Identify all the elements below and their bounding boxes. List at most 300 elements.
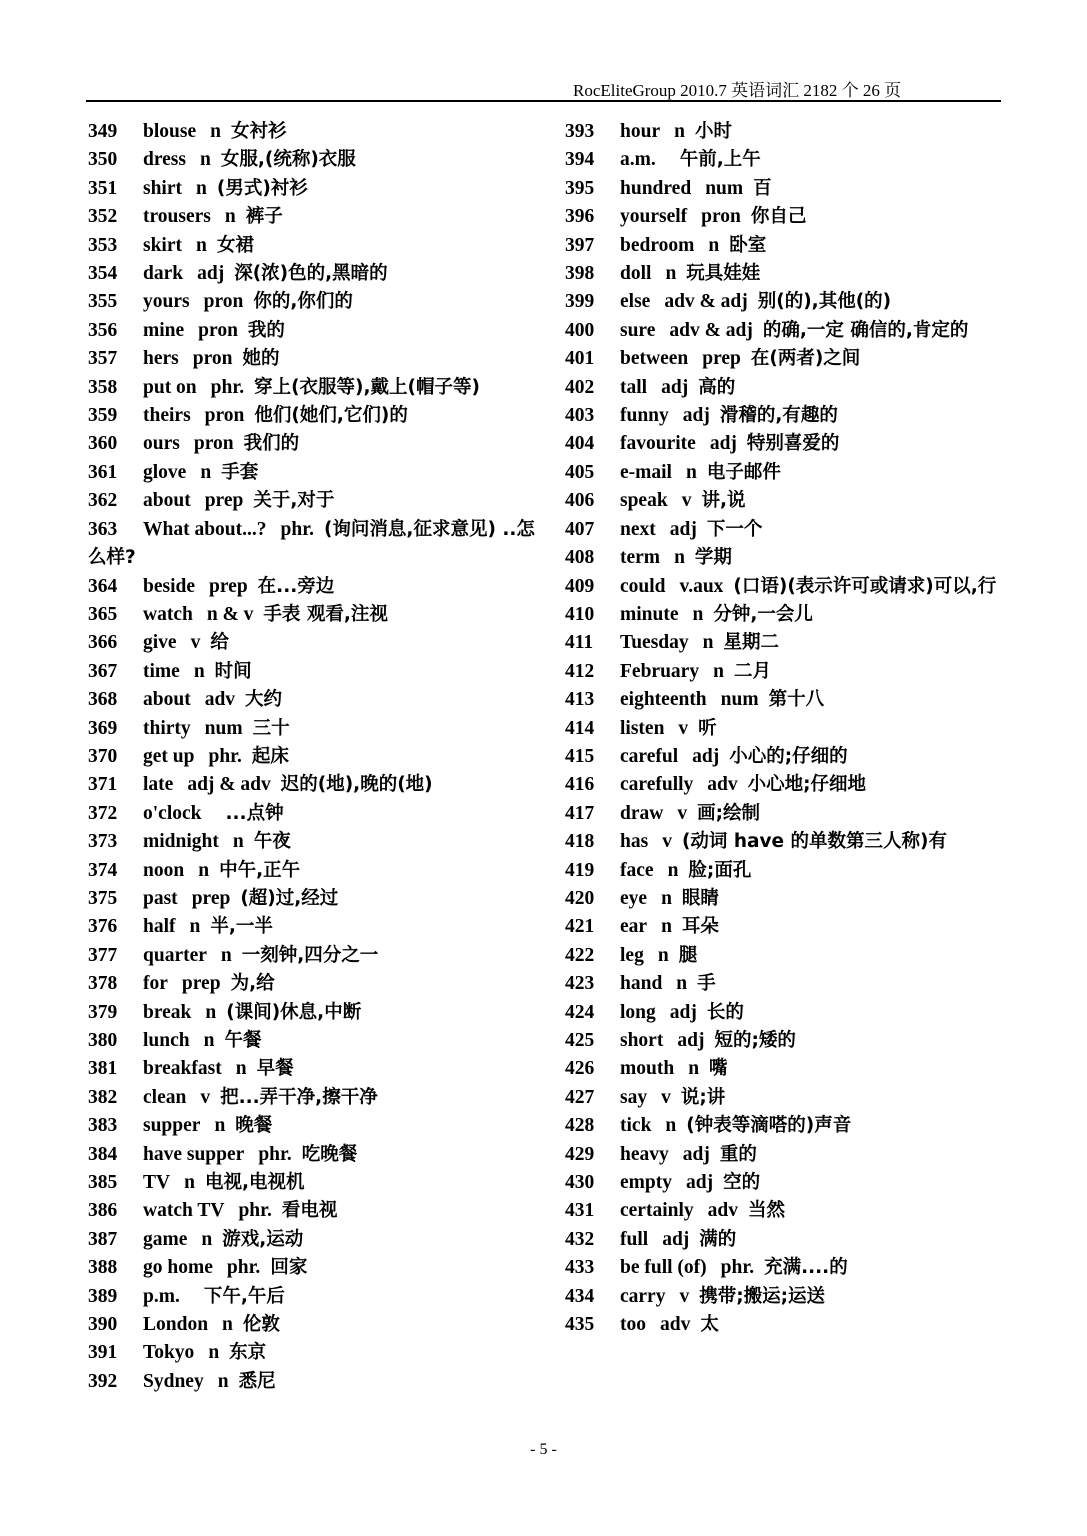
vocab-entry: [88, 1169, 538, 1197]
entry-word: short: [620, 1030, 664, 1051]
entry-number: 384: [88, 1143, 118, 1165]
entry-part-of-speech: n: [203, 1030, 215, 1051]
entry-number: 416: [565, 774, 595, 796]
vocab-entry: [565, 1226, 1005, 1254]
entry-meaning: 特别喜爱的: [746, 433, 840, 455]
vocab-entry: [88, 1084, 538, 1112]
entry-meaning: 星期二: [723, 632, 780, 654]
entry-number: 380: [88, 1030, 118, 1051]
entry-word: glove: [143, 461, 187, 483]
entry-word: Tuesday: [620, 632, 689, 654]
entry-word: clean: [143, 1086, 187, 1108]
entry-part-of-speech: n: [210, 121, 221, 142]
entry-meaning: 东京: [229, 1342, 267, 1364]
entry-meaning: 吃晚餐: [301, 1143, 358, 1165]
entry-part-of-speech: phr.: [238, 1200, 272, 1222]
entry-part-of-speech: pron: [204, 405, 245, 427]
entry-meaning: 她的: [242, 348, 280, 370]
entry-meaning: 给: [210, 632, 229, 654]
vocab-entry: [565, 629, 1005, 657]
entry-meaning: (动词 have 的单数第三人称)有: [681, 831, 947, 853]
entry-word: have supper: [143, 1143, 245, 1165]
entry-number: 408: [565, 547, 595, 569]
entry-meaning: 深(浓)色的,黑暗的: [234, 263, 388, 285]
entry-part-of-speech: adj: [677, 1030, 705, 1051]
entry-word: time: [143, 660, 180, 682]
vocab-entry: [565, 1141, 1005, 1169]
entry-word: game: [143, 1228, 188, 1250]
entry-word: tall: [620, 376, 648, 398]
entry-meaning: 小时: [694, 121, 732, 142]
entry-part-of-speech: n: [667, 859, 679, 881]
entry-word: dark: [143, 263, 184, 285]
entry-number: 387: [88, 1228, 118, 1250]
vocab-entry: [565, 601, 1005, 629]
entry-meaning: (课间)休息,中断: [226, 1001, 362, 1023]
entry-meaning: 穿上(衣服等),戴上(帽子等): [254, 376, 480, 398]
entry-meaning: 手表 观看,注视: [263, 603, 388, 625]
entry-meaning: 在...旁边: [257, 575, 335, 597]
entry-word: yours: [143, 291, 190, 313]
vocab-entry: [565, 175, 1005, 203]
entry-number: 431: [565, 1200, 595, 1222]
entry-part-of-speech: v: [662, 831, 672, 853]
entry-part-of-speech: n: [661, 887, 672, 909]
entry-number: 389: [88, 1285, 118, 1307]
entry-part-of-speech: v.aux: [679, 575, 724, 597]
entry-part-of-speech: n: [702, 632, 714, 654]
entry-meaning: 二月: [733, 660, 771, 682]
entry-meaning: 满的: [699, 1228, 737, 1250]
entry-number: 356: [88, 319, 118, 341]
entry-part-of-speech: num: [204, 717, 243, 739]
vocab-entry: [88, 459, 538, 487]
entry-meaning: 嘴: [709, 1058, 728, 1080]
entry-number: 430: [565, 1172, 595, 1194]
vocab-entry: [88, 800, 538, 828]
entry-part-of-speech: adv: [660, 1314, 691, 1336]
entry-number: 424: [565, 1001, 595, 1023]
vocab-entry: [88, 857, 538, 885]
vocab-entry: [565, 374, 1005, 402]
entry-meaning: (钟表等滴嗒的)声音: [686, 1115, 852, 1137]
entry-meaning: 三十: [252, 717, 290, 739]
entry-meaning: 迟的(地),晚的(地): [280, 774, 433, 796]
entry-meaning: 中午,正午: [219, 859, 301, 881]
entry-word: breakfast: [143, 1058, 222, 1080]
entry-part-of-speech: n: [220, 944, 232, 966]
entry-part-of-speech: pron: [198, 319, 238, 341]
entry-word: about: [143, 490, 191, 512]
vocab-entry: [565, 288, 1005, 316]
entry-number: 435: [565, 1314, 595, 1336]
entry-meaning: 当然: [748, 1200, 786, 1222]
entry-part-of-speech: adj: [682, 405, 710, 427]
entry-meaning: 手套: [221, 461, 259, 483]
entry-number: 394: [565, 149, 595, 171]
entry-word: theirs: [143, 405, 191, 427]
entry-part-of-speech: n: [200, 461, 212, 483]
entry-word: say: [620, 1086, 648, 1108]
entry-number: 434: [565, 1285, 595, 1307]
entry-part-of-speech: adv: [707, 1200, 738, 1222]
entry-word: ours: [143, 433, 180, 455]
entry-word: mouth: [620, 1058, 675, 1080]
entry-number: 367: [88, 660, 118, 682]
vocab-entry: [565, 1311, 1005, 1339]
entry-meaning: 的确,一定 确信的,肯定的: [762, 319, 969, 341]
vocab-entry: [565, 260, 1005, 288]
entry-word: carefully: [620, 774, 694, 796]
vocab-entry: [565, 771, 1005, 799]
vocab-entry: [88, 1368, 538, 1396]
vocab-entry: [88, 288, 538, 316]
entry-part-of-speech: n: [208, 1342, 220, 1364]
vocab-entry: [565, 885, 1005, 913]
entry-number: 414: [565, 717, 595, 739]
entry-part-of-speech: phr.: [208, 745, 242, 767]
entry-part-of-speech: pron: [192, 348, 233, 370]
entry-number: 411: [565, 632, 594, 654]
vocab-entry: [565, 970, 1005, 998]
entry-number: 381: [88, 1058, 118, 1080]
entry-word: empty: [620, 1172, 672, 1194]
entry-word: lunch: [143, 1030, 190, 1051]
vocab-entry: [565, 1055, 1005, 1083]
entry-meaning: (超)过,经过: [240, 887, 339, 909]
entry-meaning: 女衬衫: [230, 121, 287, 142]
entry-number: 382: [88, 1086, 118, 1108]
entry-number: 353: [88, 234, 118, 256]
entry-meaning: 午夜: [253, 831, 291, 853]
entry-number: 413: [565, 689, 595, 711]
entry-meaning: 你自己: [750, 206, 807, 228]
vocab-entry: [88, 1027, 538, 1055]
entry-meaning: 在(两者)之间: [750, 348, 861, 370]
entry-number: 383: [88, 1115, 118, 1137]
entry-word: certainly: [620, 1200, 694, 1222]
entry-word: yourself: [620, 206, 688, 228]
vocab-entry: [88, 345, 538, 373]
entry-word: for: [143, 973, 168, 995]
entry-part-of-speech: prep: [209, 575, 248, 597]
entry-meaning: 午前,上午: [679, 149, 761, 171]
vocab-entry: [565, 402, 1005, 430]
entry-part-of-speech: n: [674, 547, 685, 569]
entry-meaning: 下一个: [706, 518, 763, 540]
entry-word: speak: [620, 490, 668, 512]
vocab-entry: [88, 658, 538, 686]
entry-part-of-speech: n: [232, 831, 244, 853]
entry-part-of-speech: n: [692, 603, 704, 625]
entry-number: 428: [565, 1115, 595, 1137]
entry-number: 397: [565, 234, 595, 256]
entry-number: 349: [88, 121, 118, 142]
entry-word: midnight: [143, 831, 219, 853]
entry-part-of-speech: phr.: [226, 1257, 261, 1279]
vocab-entry: [88, 715, 538, 743]
entry-word: too: [620, 1314, 646, 1336]
entry-part-of-speech: num: [705, 177, 744, 199]
entry-part-of-speech: n: [665, 1115, 677, 1137]
vocab-entry: [565, 232, 1005, 260]
entry-meaning: 腿: [678, 944, 698, 966]
entry-meaning: 分钟,一会儿: [713, 603, 813, 625]
entry-meaning: 起床: [251, 745, 289, 767]
entry-number: 378: [88, 973, 118, 995]
vocab-entry: [565, 516, 1005, 544]
entry-meaning: (询问消息,征求意见) ..怎么样?: [88, 518, 535, 569]
vocab-entry: [565, 857, 1005, 885]
vocab-entry: [565, 828, 1005, 856]
vocab-entry: [565, 544, 1005, 572]
entry-number: 419: [565, 859, 595, 881]
entry-part-of-speech: n: [665, 263, 677, 285]
entry-number: 372: [88, 802, 118, 824]
entry-meaning: 高的: [698, 376, 736, 398]
entry-number: 409: [565, 575, 595, 597]
entry-number: 427: [565, 1086, 595, 1108]
entry-number: 429: [565, 1143, 595, 1165]
entry-meaning: 电视,电视机: [204, 1172, 305, 1194]
vocab-entry: [565, 1197, 1005, 1225]
entry-meaning: 空的: [723, 1172, 761, 1194]
entry-word: Sydney: [143, 1370, 204, 1392]
entry-part-of-speech: n: [199, 149, 211, 171]
entry-meaning: 回家: [270, 1257, 308, 1279]
entry-meaning: 别(的),其他(的): [757, 291, 892, 313]
entry-word: London: [143, 1314, 209, 1336]
entry-meaning: 下午,午后: [203, 1285, 285, 1307]
entry-word: listen: [620, 717, 665, 739]
entry-word: hundred: [620, 177, 692, 199]
entry-word: doll: [620, 263, 652, 285]
entry-number: 376: [88, 916, 118, 938]
vocab-entry: [565, 1169, 1005, 1197]
entry-word: trousers: [143, 206, 211, 228]
vocab-entry: [88, 430, 538, 458]
entry-part-of-speech: v: [681, 490, 692, 512]
entry-number: 374: [88, 859, 118, 881]
vocab-entry: [565, 715, 1005, 743]
entry-number: 363: [88, 518, 118, 540]
entry-part-of-speech: v: [200, 1086, 211, 1108]
entry-part-of-speech: n: [657, 944, 669, 966]
entry-number: 386: [88, 1200, 118, 1222]
vocab-entry: [565, 686, 1005, 714]
entry-part-of-speech: n: [217, 1370, 229, 1392]
entry-part-of-speech: phr.: [720, 1257, 755, 1279]
entry-word: e-mail: [620, 461, 672, 483]
entry-word: favourite: [620, 433, 696, 455]
vocab-entry: [565, 1283, 1005, 1311]
entry-part-of-speech: adv & adj: [669, 319, 753, 341]
entry-meaning: 说;讲: [680, 1086, 726, 1108]
vocab-entry: [88, 1112, 538, 1140]
entry-part-of-speech: adj: [686, 1172, 714, 1194]
page-number: - 5 -: [530, 1441, 557, 1458]
entry-meaning: 听: [698, 717, 717, 739]
entry-part-of-speech: prep: [702, 348, 741, 370]
entry-meaning: 看电视: [281, 1200, 338, 1222]
entry-word: leg: [620, 944, 644, 966]
entry-meaning: 小心的;仔细的: [729, 745, 848, 767]
entry-number: 357: [88, 348, 118, 370]
entry-word: supper: [143, 1115, 201, 1137]
entry-meaning: 你的,你们的: [253, 291, 353, 313]
entry-part-of-speech: v: [678, 717, 689, 739]
entry-part-of-speech: n: [201, 1228, 213, 1250]
vocab-entry: [565, 1084, 1005, 1112]
entry-meaning: 充满....的: [764, 1257, 848, 1279]
vocab-entry: [565, 487, 1005, 515]
entry-word: careful: [620, 745, 679, 767]
vocab-entry: [565, 1027, 1005, 1055]
entry-word: go home: [143, 1257, 213, 1279]
vocab-entry: [88, 970, 538, 998]
header-rule: [86, 100, 1001, 102]
entry-word: next: [620, 518, 656, 540]
entry-meaning: 游戏,运动: [222, 1228, 304, 1250]
entry-number: 426: [565, 1058, 595, 1080]
entry-part-of-speech: adv & adj: [664, 291, 748, 313]
entry-number: 358: [88, 376, 118, 398]
entry-meaning: 滑稽的,有趣的: [719, 405, 838, 427]
vocab-entry: [565, 430, 1005, 458]
entry-number: 352: [88, 206, 118, 228]
entry-number: 364: [88, 575, 118, 597]
entry-part-of-speech: n: [713, 660, 724, 682]
entry-word: draw: [620, 802, 664, 824]
entry-word: hand: [620, 973, 663, 995]
entry-word: What about...?: [143, 518, 267, 540]
entry-word: dress: [143, 149, 186, 171]
entry-part-of-speech: v: [677, 802, 688, 824]
entry-meaning: 把...弄干净,擦干净: [220, 1086, 378, 1108]
entry-word: shirt: [143, 177, 182, 199]
entry-meaning: 半,一半: [210, 916, 273, 938]
entry-word: late: [143, 774, 174, 796]
entry-number: 422: [565, 944, 595, 966]
entry-meaning: 大约: [245, 689, 283, 711]
entry-part-of-speech: adj & adv: [187, 774, 271, 796]
entry-meaning: 耳朵: [681, 916, 719, 938]
entry-meaning: 悉尼: [238, 1370, 276, 1392]
entry-part-of-speech: n & v: [206, 603, 254, 625]
entry-meaning: 画;绘制: [697, 802, 760, 824]
entry-word: beside: [143, 575, 196, 597]
entry-number: 365: [88, 603, 118, 625]
vocab-entry: [88, 1141, 538, 1169]
entry-meaning: 重的: [719, 1143, 757, 1165]
entry-word: heavy: [620, 1143, 669, 1165]
entry-word: thirty: [143, 717, 191, 739]
vocab-entry: [88, 686, 538, 714]
entry-number: 385: [88, 1172, 118, 1194]
entry-word: hour: [620, 121, 661, 142]
entry-part-of-speech: adj: [661, 376, 689, 398]
entry-part-of-speech: prep: [191, 887, 231, 909]
entry-part-of-speech: n: [214, 1115, 226, 1137]
vocab-entry: [88, 1339, 538, 1367]
entry-number: 354: [88, 263, 118, 285]
entry-number: 368: [88, 689, 118, 711]
entry-part-of-speech: v: [661, 1086, 671, 1108]
entry-word: p.m.: [143, 1285, 180, 1307]
entry-number: 401: [565, 348, 595, 370]
vocab-entry: [88, 999, 538, 1027]
vocab-entry: [565, 118, 1005, 146]
entry-meaning: 时间: [214, 660, 252, 682]
entry-part-of-speech: adj: [692, 745, 720, 767]
entry-number: 433: [565, 1257, 595, 1279]
entry-number: 407: [565, 518, 595, 540]
entry-word: skirt: [143, 234, 182, 256]
entry-part-of-speech: num: [720, 689, 759, 711]
entry-word: noon: [143, 859, 185, 881]
entry-word: funny: [620, 405, 669, 427]
entry-meaning: 裤子: [245, 206, 283, 228]
entry-part-of-speech: adj: [669, 1001, 697, 1023]
entry-word: could: [620, 575, 666, 597]
entry-part-of-speech: adv: [204, 689, 236, 711]
entry-part-of-speech: n: [235, 1058, 247, 1080]
vocab-entry: [88, 232, 538, 260]
entry-part-of-speech: prep: [181, 973, 221, 995]
entry-number: 359: [88, 405, 118, 427]
entry-word: between: [620, 348, 689, 370]
entry-number: 396: [565, 206, 595, 228]
entry-part-of-speech: adj: [682, 1143, 710, 1165]
vocab-entry: [88, 743, 538, 771]
entry-word: get up: [143, 745, 195, 767]
entry-part-of-speech: v: [190, 632, 201, 654]
vocab-entry: [88, 913, 538, 941]
entry-number: 366: [88, 632, 118, 654]
entry-part-of-speech: n: [222, 1314, 233, 1336]
entry-part-of-speech: n: [184, 1172, 195, 1194]
entry-number: 370: [88, 745, 118, 767]
entry-number: 418: [565, 831, 595, 853]
vocab-entry: [88, 1226, 538, 1254]
entry-number: 391: [88, 1342, 118, 1364]
page-header: RocEliteGroup 2010.7 英语词汇 2182 个 26 页: [573, 81, 902, 100]
entry-number: 350: [88, 149, 118, 171]
entry-meaning: 早餐: [256, 1058, 294, 1080]
entry-part-of-speech: n: [205, 1001, 217, 1023]
entry-meaning: 手: [697, 973, 716, 995]
vocab-entry: [88, 942, 538, 970]
entry-word: o'clock: [143, 802, 202, 824]
entry-meaning: (口语)(表示许可或请求)可以,行: [733, 575, 997, 597]
entry-part-of-speech: n: [198, 859, 210, 881]
vocab-entry: [88, 487, 538, 515]
entry-number: 420: [565, 887, 595, 909]
entry-part-of-speech: adj: [669, 518, 697, 540]
entry-number: 423: [565, 973, 595, 995]
entry-meaning: 携带;搬运;运送: [699, 1285, 826, 1307]
entry-number: 392: [88, 1370, 118, 1392]
entry-word: minute: [620, 603, 679, 625]
entry-meaning: 一刻钟,四分之一: [241, 944, 379, 966]
entry-meaning: 讲,说: [701, 490, 746, 512]
entry-number: 400: [565, 319, 595, 341]
vocab-entry: [88, 573, 538, 601]
entry-meaning: 我们的: [243, 433, 300, 455]
entry-word: watch: [143, 603, 193, 625]
vocab-entry: [88, 175, 538, 203]
entry-meaning: 眼睛: [681, 887, 719, 909]
